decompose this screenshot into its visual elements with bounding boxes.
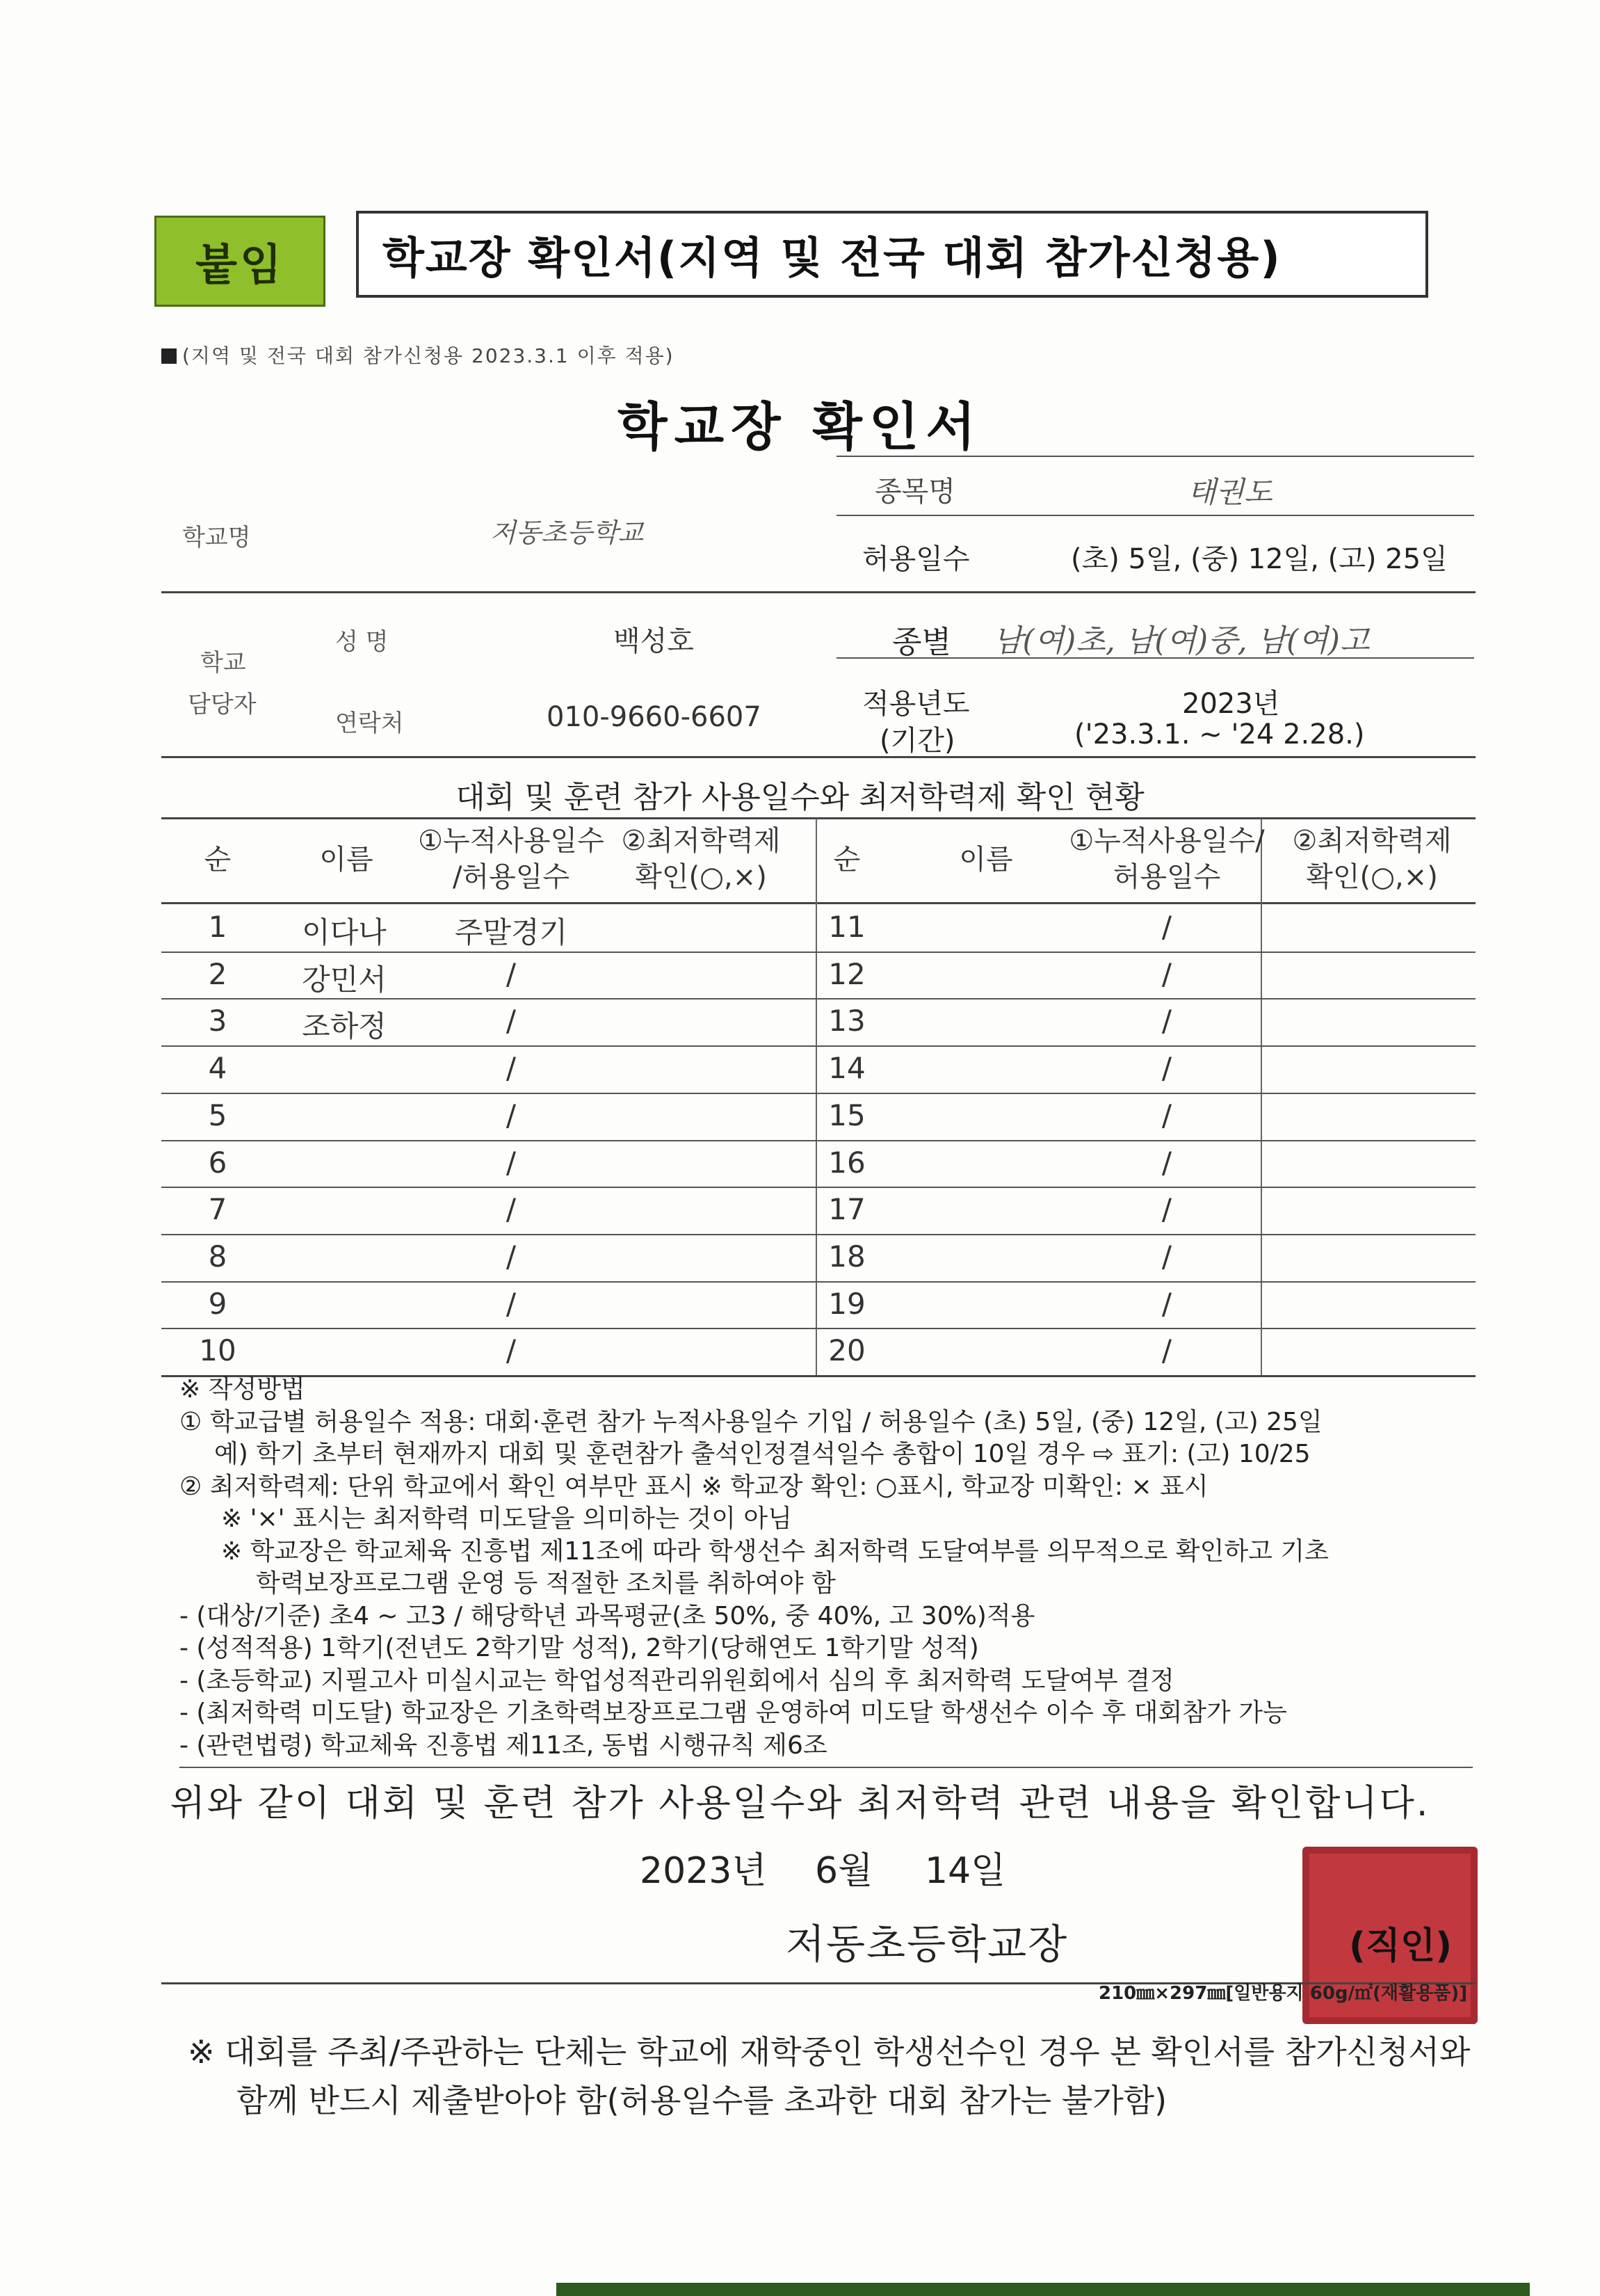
right-row-num: 14 [828, 1051, 866, 1086]
detail-grades: - (성적적용) 1학기(전년도 2학기말 성적), 2학기(당해연도 1학기말 성적) [179, 1634, 979, 1662]
attachment-tag: 붙임 [154, 216, 325, 307]
event-label: 종목명 [875, 476, 955, 508]
right-row-days: / [1161, 910, 1172, 944]
table-row-line [161, 1234, 1476, 1235]
right-row-days: / [1161, 1239, 1172, 1274]
teacher-group-label: 학교 [200, 649, 246, 677]
header-name: 이름 [319, 844, 373, 876]
left-row-days: / [506, 1145, 517, 1180]
header-min-right-line2: 확인(○,×) [1306, 861, 1438, 893]
instruction-1: ① 학교급별 허용일수 적용: 대회·훈련 참가 누적사용일수 기입 / 허용일수 (초) 5일, (중) 12일, (고) 25일 [179, 1407, 1323, 1436]
name-label: 성 명 [335, 628, 389, 656]
table-header-line [161, 902, 1476, 904]
school-label: 학교명 [182, 524, 251, 552]
left-row-days: / [506, 1286, 517, 1321]
left-row-num: 6 [208, 1145, 227, 1180]
table-row-line [161, 1281, 1476, 1283]
instruction-2-note-b-cont: 학력보장프로그램 운영 등 적절한 조치를 취하여야 함 [256, 1569, 836, 1598]
seal-label: (직인) [1349, 1925, 1452, 1967]
right-row-num: 20 [828, 1333, 866, 1368]
detail-not-reached: - (최저학력 미도달) 학교장은 기초학력보장프로그램 운영하여 미도달 학생선수 이수 후 대회참가 가능 [179, 1699, 1287, 1727]
right-row-num: 18 [828, 1239, 866, 1274]
confirmation-statement: 위와 같이 대회 및 훈련 참가 사용일수와 최저학력 관련 내용을 확인합니다. [170, 1783, 1430, 1824]
left-row-days: / [506, 1004, 517, 1038]
right-row-days: / [1161, 1098, 1172, 1132]
instructions [179, 1374, 1501, 1762]
confirm-line [179, 1767, 1473, 1768]
left-row-num: 8 [208, 1239, 227, 1274]
date-month: 6월 [815, 1850, 873, 1892]
left-row-num: 3 [208, 1004, 227, 1038]
header-days-line1: ①누적사용일수 [418, 825, 604, 857]
header-name-right: 이름 [959, 844, 1013, 876]
instruction-1-example: 예) 학기 초부터 현재까지 대회 및 훈련참가 출석인정결석일수 총합이 10일 경우 ⇨ 표기: (고) 10/25 [214, 1440, 1311, 1468]
name-value: 백성호 [613, 625, 694, 657]
right-row-days: / [1161, 1145, 1172, 1180]
left-row-days: / [506, 1192, 517, 1227]
instruction-2-note-a: ※ '×' 표시는 최저학력 미도달을 의미하는 것이 아님 [221, 1504, 792, 1533]
right-row-num: 19 [828, 1286, 866, 1321]
date-day: 14일 [925, 1850, 1006, 1892]
info-line [161, 591, 1476, 593]
date-year: 2023년 [640, 1850, 767, 1892]
right-row-days: / [1161, 956, 1172, 991]
right-row-num: 17 [828, 1192, 866, 1227]
left-row-days: / [506, 1333, 517, 1368]
left-row-num: 1 [208, 910, 227, 944]
header-num: 순 [204, 844, 232, 876]
table-row-line [161, 1045, 1476, 1047]
info-line [161, 756, 1476, 758]
instruction-2: ② 최저학력제: 단위 학교에서 확인 여부만 표시 ※ 학교장 확인: ○표시, 학교장 미확인: × 표시 [179, 1472, 1209, 1501]
contact-value: 010-9660-6607 [547, 701, 761, 733]
table-row-line [161, 1328, 1476, 1329]
event-value: 태권도 [1188, 475, 1272, 509]
left-row-name: 조하정 [302, 1009, 387, 1044]
year-value: 2023년 [1182, 688, 1280, 720]
left-row-name: 강민서 [302, 962, 387, 997]
square-bullet-icon [161, 348, 177, 364]
table-top-line [161, 817, 1476, 819]
right-row-num: 15 [828, 1098, 866, 1132]
right-row-num: 12 [828, 956, 866, 991]
table-row-line [161, 1093, 1476, 1094]
left-row-days: 주말경기 [454, 915, 568, 949]
info-line [837, 515, 1474, 516]
header-min-right [1271, 823, 1473, 895]
gender-label: 종별 [892, 625, 952, 660]
allowed-days-value: (초) 5일, (중) 12일, (고) 25일 [1071, 543, 1448, 575]
left-row-days: / [506, 1098, 517, 1132]
instruction-2-note-b: ※ 학교장은 학교체육 진흥법 제11조에 따라 학생선수 최저학력 도달여부를 의무적으로 확인하고 기초 [221, 1536, 1329, 1566]
right-row-days: / [1161, 1192, 1172, 1227]
teacher-group-label-2: 담당자 [188, 691, 257, 718]
left-row-num: 5 [208, 1098, 227, 1132]
header-min [604, 823, 798, 895]
folder-edge [556, 2283, 1530, 2296]
detail-law: - (관련법령) 학교체육 진흥법 제11조, 동법 시행규칙 제6조 [179, 1731, 827, 1760]
header-days-right [1062, 823, 1271, 895]
paper-spec: 210㎜×297㎜[일반용지 60g/㎡(재활용품)] [1099, 1983, 1468, 2004]
allowed-days-label: 허용일수 [862, 543, 970, 575]
right-row-num: 16 [828, 1145, 866, 1180]
right-row-num: 13 [828, 1004, 866, 1038]
left-row-days: / [506, 1239, 517, 1274]
table-row-line [161, 998, 1476, 1000]
header-days-right-line2: 허용일수 [1113, 861, 1221, 893]
submission-note-line2: 함께 반드시 제출받아야 함(허용일수를 초과한 대회 참가는 불가함) [236, 2082, 1167, 2119]
header-days-right-line1: ①누적사용일수/ [1069, 825, 1265, 857]
header-days [417, 823, 605, 895]
right-row-days: / [1161, 1333, 1172, 1368]
gender-value: 남(여)초, 남(여)중, 남(여)고 [993, 623, 1370, 659]
header-num-right: 순 [833, 844, 861, 876]
main-title: 학교장 확인서 [617, 397, 983, 457]
right-row-days: / [1161, 1286, 1172, 1321]
document-title-box: 학교장 확인서(지역 및 전국 대회 참가신청용) [356, 211, 1428, 298]
table-row-line [161, 952, 1476, 953]
status-title: 대회 및 훈련 참가 사용일수와 최저학력제 확인 현황 [455, 780, 1145, 815]
year-label: 적용년도 [862, 688, 970, 720]
left-row-num: 2 [208, 956, 227, 991]
principal-title: 저동초등학교장 [786, 1920, 1069, 1968]
header-min-line1: ②최저학력제 [621, 825, 781, 857]
header-min-line2: 확인(○,×) [635, 861, 767, 893]
header-min-right-line1: ②최저학력제 [1292, 825, 1452, 857]
left-row-num: 4 [208, 1051, 227, 1086]
info-line [837, 456, 1474, 457]
header-days-line2: /허용일수 [452, 861, 570, 893]
contact-label: 연락처 [335, 709, 404, 737]
detail-elementary: - (초등학교) 지필고사 미실시교는 학업성적관리위원회에서 심의 후 최저학력 도달여부 결정 [179, 1666, 1174, 1695]
left-row-name: 이다나 [302, 915, 387, 949]
left-row-num: 9 [208, 1286, 227, 1321]
year-label-period: (기간) [880, 725, 955, 757]
instructions-title: ※ 작성방법 [179, 1375, 305, 1404]
left-row-days: / [506, 1051, 517, 1086]
submission-note-line1: ※ 대회를 주최/주관하는 단체는 학교에 재학중인 학생선수인 경우 본 확인서를 참가신청서와 [188, 2033, 1471, 2071]
right-row-num: 11 [828, 910, 866, 944]
left-row-num: 7 [208, 1192, 227, 1227]
table-row-line [161, 1140, 1476, 1141]
left-row-num: 10 [199, 1333, 236, 1368]
school-value: 저동초등학교 [490, 517, 644, 548]
applicability-note [161, 341, 674, 369]
right-row-days: / [1161, 1004, 1172, 1038]
year-period-value: ('23.3.1. ~ '24 2.28.) [1074, 718, 1365, 750]
submission-note [188, 2028, 1509, 2125]
right-row-days: / [1161, 1051, 1172, 1086]
table-row-line [161, 1187, 1476, 1188]
detail-target: - (대상/기준) 초4 ~ 고3 / 해당학년 과목평균(초 50%, 중 40%, 고 30%)적용 [179, 1601, 1035, 1630]
applicability-note-text: (지역 및 전국 대회 참가신청용 2023.3.1 이후 적용) [182, 344, 674, 367]
left-row-days: / [506, 956, 517, 991]
